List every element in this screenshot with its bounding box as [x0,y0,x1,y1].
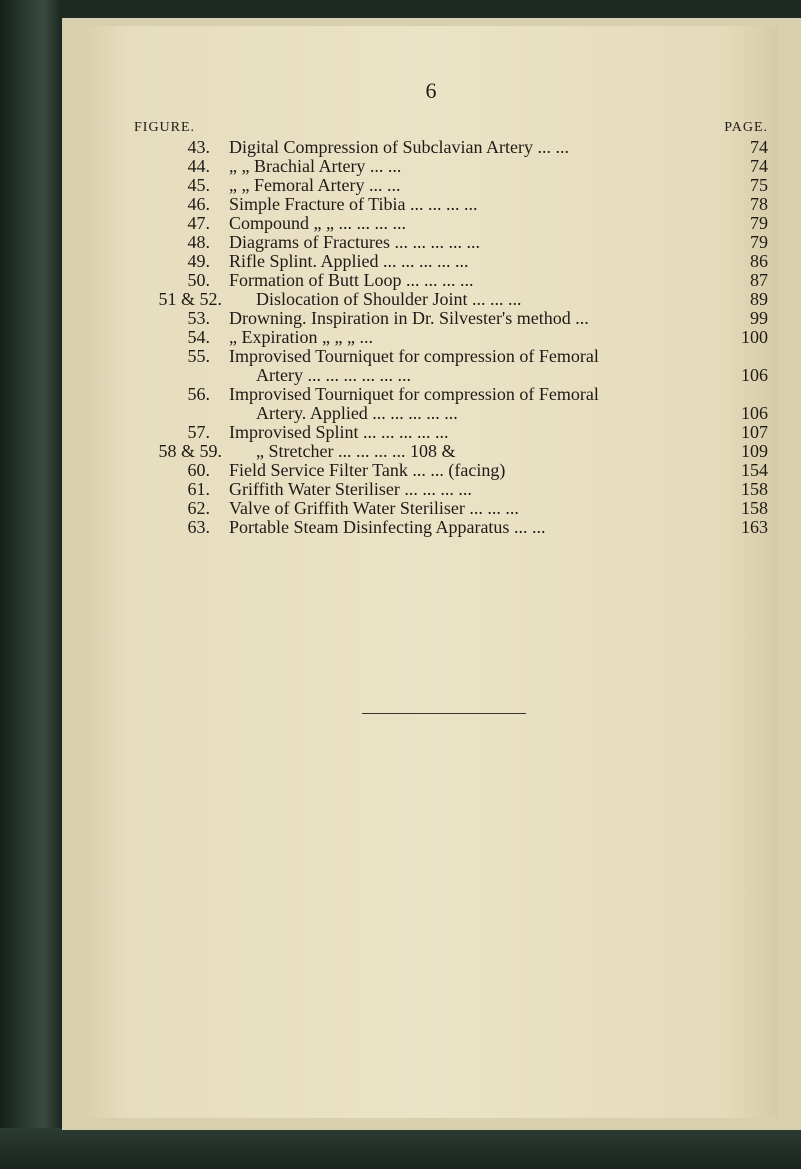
book-page [84,26,778,1118]
figure-title: „ Expiration „ „ „ ... [229,327,373,347]
figure-number: 55. [187,346,210,366]
figure-title: Portable Steam Disinfecting Apparatus ... ... [229,517,546,537]
list-item [84,385,778,404]
figure-title: Dislocation of Shoulder Joint ... ... ... [256,289,522,309]
figure-number: 47. [187,213,210,233]
figure-number: 45. [187,175,210,195]
figure-number: 44. [187,156,210,176]
figure-number: 57. [187,422,210,442]
figure-page: 86 [750,251,768,271]
figure-title: „ Stretcher ... ... ... ... 108 & [256,441,456,461]
figure-title: „ „ Brachial Artery ... ... [229,156,402,176]
figure-title: Artery ... ... ... ... ... ... [256,365,411,385]
figure-title: Improvised Tourniquet for compression of Femoral [229,384,599,404]
list-item [84,328,778,347]
list-item [84,233,778,252]
figure-page: 74 [750,156,768,176]
figure-page: 158 [741,479,768,499]
figure-number: 54. [187,327,210,347]
figure-number: 43. [187,137,210,157]
figure-title: Field Service Filter Tank ... ... (facing) [229,460,506,480]
figure-page: 109 [741,441,768,461]
figure-number: 51 & 52. [158,289,222,309]
list-item [84,252,778,271]
book-cover-spine [0,0,62,1169]
figure-page: 107 [741,422,768,442]
list-item [84,157,778,176]
figure-number: 49. [187,251,210,271]
figure-title: Rifle Splint. Applied ... ... ... ... ... [229,251,469,271]
list-item [84,404,778,423]
figure-page: 106 [741,365,768,385]
figure-page: 154 [741,460,768,480]
figure-page: 158 [741,498,768,518]
page-column-header: PAGE. [724,120,768,135]
figure-page: 100 [741,327,768,347]
list-item [84,423,778,442]
figure-title: Digital Compression of Subclavian Artery ... ... [229,137,569,157]
figure-page: 75 [750,175,768,195]
list-item [84,347,778,366]
figure-number: 56. [187,384,210,404]
figure-number: 62. [187,498,210,518]
book-cover-bottom [0,1128,801,1169]
figure-number: 61. [187,479,210,499]
figure-number: 48. [187,232,210,252]
figure-page: 78 [750,194,768,214]
figure-title: Formation of Butt Loop ... ... ... ... [229,270,474,290]
list-item [84,518,778,537]
figure-page: 163 [741,517,768,537]
figure-title: Improvised Tourniquet for compression of Femoral [229,346,599,366]
list-item [84,480,778,499]
figure-number: 46. [187,194,210,214]
list-item [84,442,778,461]
list-item [84,176,778,195]
figure-page: 79 [750,232,768,252]
figure-title: Griffith Water Steriliser ... ... ... ... [229,479,472,499]
figure-list [84,138,778,537]
figure-page: 79 [750,213,768,233]
figure-title: Improvised Splint ... ... ... ... ... [229,422,449,442]
figure-page: 74 [750,137,768,157]
figure-number: 53. [187,308,210,328]
figure-page: 99 [750,308,768,328]
figure-column-header: FIGURE. [134,120,196,135]
figure-number: 60. [187,460,210,480]
figure-title: Drowning. Inspiration in Dr. Silvester's method ... [229,308,589,328]
list-item [84,309,778,328]
figure-page: 106 [741,403,768,423]
page-number: 6 [425,78,437,103]
figure-title: Simple Fracture of Tibia ... ... ... ... [229,194,478,214]
list-item [84,214,778,233]
figure-number: 58 & 59. [158,441,222,461]
figure-title: Artery. Applied ... ... ... ... ... [256,403,458,423]
list-item [84,138,778,157]
list-item [84,195,778,214]
figure-title: „ „ Femoral Artery ... ... [229,175,401,195]
figure-page: 87 [750,270,768,290]
list-item [84,366,778,385]
list-item [84,499,778,518]
figure-title: Valve of Griffith Water Steriliser ... ... ... [229,498,519,518]
list-item [84,461,778,480]
figure-title: Compound „ „ ... ... ... ... [229,213,406,233]
figure-page: 89 [750,289,768,309]
figure-number: 63. [187,517,210,537]
figure-number: 50. [187,270,210,290]
list-item [84,271,778,290]
list-item [84,290,778,309]
section-rule [362,713,526,714]
figure-title: Diagrams of Fractures ... ... ... ... ... [229,232,480,252]
